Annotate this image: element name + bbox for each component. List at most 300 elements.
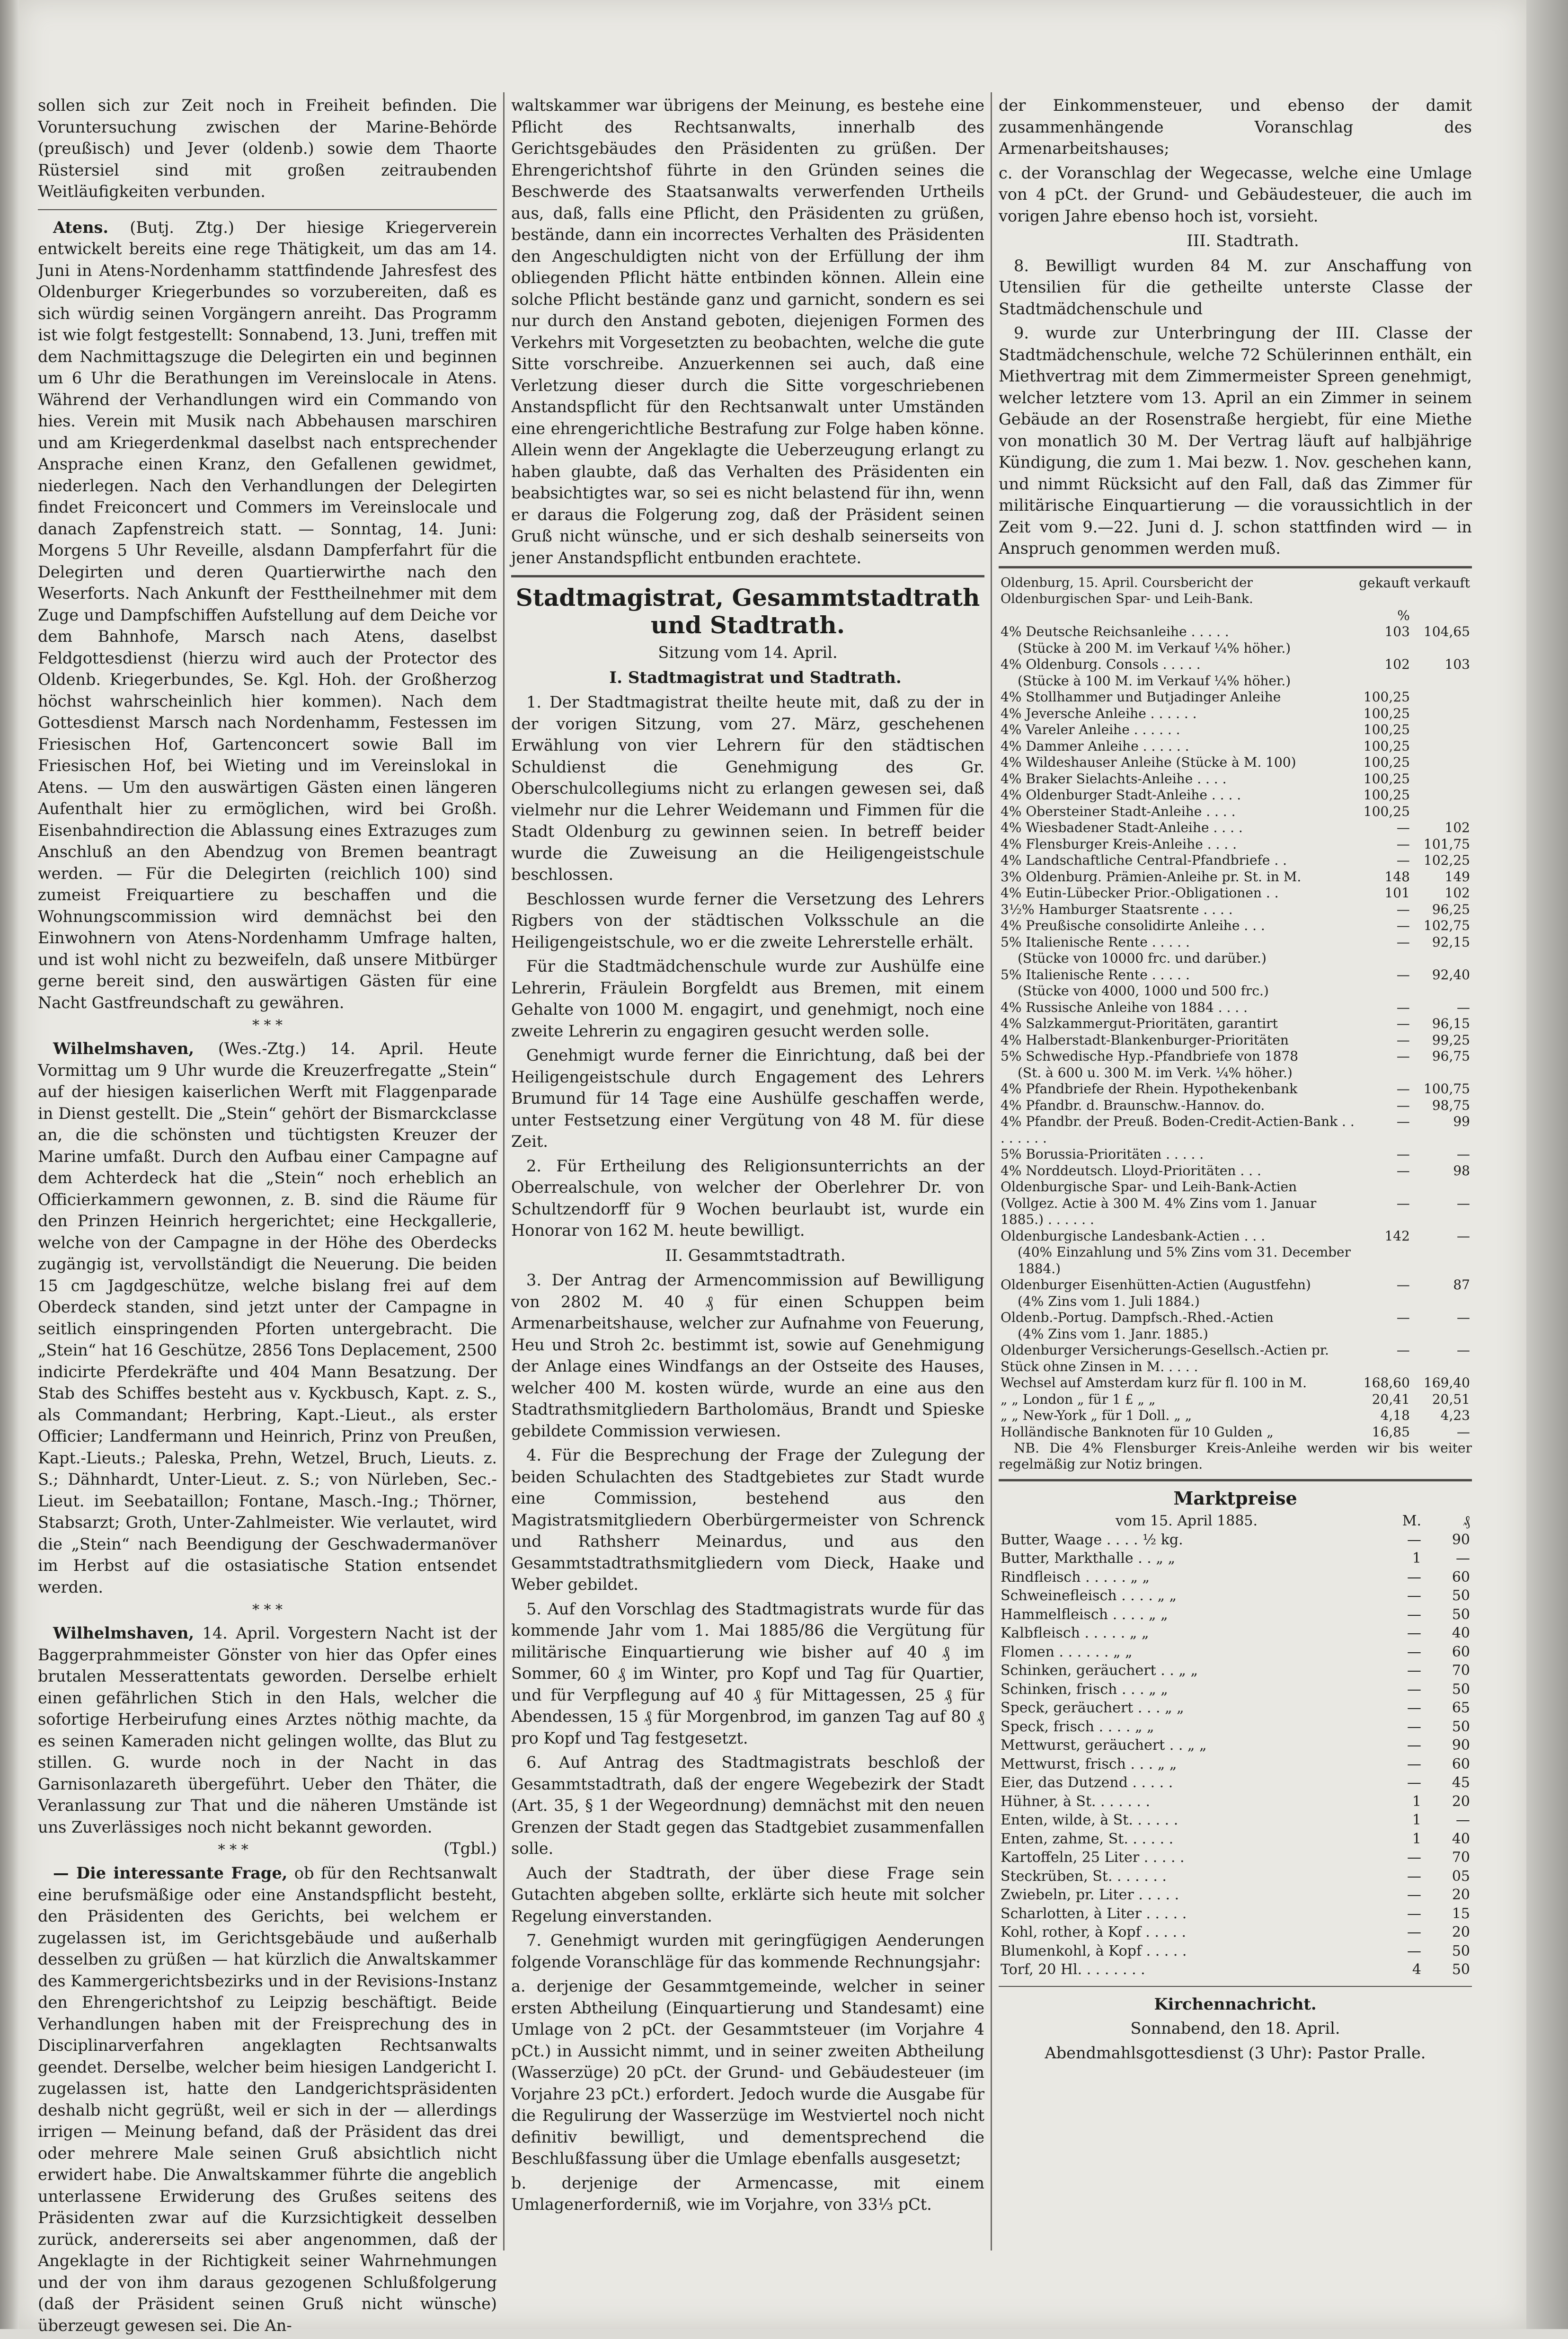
cours-row <box>999 934 1472 951</box>
market-row <box>999 1830 1472 1849</box>
cours-item: (Stücke à 100 M. im Verkauf ¼% höher.) <box>1018 673 1291 689</box>
market-pfennig: 40 <box>1452 1625 1470 1641</box>
cours-row <box>999 804 1472 820</box>
cours-sold <box>1412 771 1472 788</box>
market-mark: 1 <box>1412 1830 1421 1847</box>
cours-row <box>999 673 1472 690</box>
market-mark: 1 <box>1412 1793 1421 1810</box>
cours-bought: 100,25 <box>1363 771 1410 787</box>
market-row <box>999 1960 1472 1979</box>
page-margin <box>1526 0 1568 2329</box>
cours-bought: 100,25 <box>1363 705 1410 721</box>
cours-bought: 102 <box>1384 656 1410 672</box>
cours-sold: 4,23 <box>1440 1408 1470 1423</box>
cours-item: 3½% Hamburger Staatsrente . . . . <box>1001 901 1233 917</box>
cours-bought <box>1357 950 1412 967</box>
market-row <box>999 1773 1472 1792</box>
market-pfennig: 50 <box>1452 1961 1470 1978</box>
cours-row <box>999 656 1472 673</box>
column-1 <box>38 95 497 2339</box>
market-pfennig: 50 <box>1452 1718 1470 1735</box>
cours-header <box>999 575 1357 608</box>
cours-item: 4% Pfandbr. d. Braunschw.-Hannov. do. <box>1001 1097 1265 1113</box>
cours-row <box>999 820 1472 836</box>
separator-stars: * * * <box>252 1017 283 1034</box>
cours-sold: 99 <box>1453 1114 1470 1129</box>
source: (Tgbl.) <box>443 1839 497 1858</box>
divider <box>511 575 984 577</box>
cours-bought: — <box>1396 1032 1410 1048</box>
market-item: Rindfleisch . . . . . „ „ <box>1001 1568 1150 1586</box>
paragraph: a. derjenige der Gesammtgemeinde, welcher in seiner ersten Abtheilung (Einquartierung und Standesamt) eine Umlage von 2 pCt. der Gesammtsteuer (im Vorjahre 4 pCt.) in Aussicht nimmt, und in seiner zweiten Abtheilung (Wasserzüge) 20 pCt. der Grund- und Gebäudesteuer (im Vorjahre 23 pCt.) erfordert. Jedoch wurde die Ausgabe für die Regulirung der Wasserzüge im Westviertel noch nicht definitiv bewilligt, und dementsprechend die Beschlußfassung über die Umlage ebenfalls ausgesetzt; <box>511 1977 984 2168</box>
market-pfennig: 50 <box>1452 1587 1470 1604</box>
cours-item: 5% Italienische Rente . . . . . <box>1001 966 1190 983</box>
paragraph: 4. Für die Besprechung der Frage der Zulegung der beiden Schulachten des Stadtgebietes zur Stadt wurde eine Commission, bestehend aus den Magistratsmitgliedern Oberbürgermeister von Schrenck und Rathsherr Meinardus, und aus den Gesammtstadtrathsmitgliedern vom Dieck, Haake und Weber gebildet. <box>511 1446 984 1594</box>
market-mark: — <box>1407 1606 1421 1623</box>
market-pfennig: 20 <box>1452 1887 1470 1903</box>
cours-item: 4% Preußische consolidirte Anleihe . . . <box>1001 918 1265 933</box>
col-percent: % <box>1397 607 1410 623</box>
cours-item: 3% Oldenburg. Prämien-Anleihe pr. St. in M. <box>1001 868 1302 885</box>
cours-row <box>999 640 1472 657</box>
article-text: ob für den Rechtsanwalt eine berufsmäßige oder eine Anstandspflicht besteht, den Präsidenten des Gerichts, bei welchem er zugelassen ist, im Gerichtsgebäude und außerhalb desselben zu grüßen — hat kürzlich die Anwaltskammer des Kammergerichtsbezirks und in der Revisions-Instanz den Ehrengerichtshof zu Leipzig beschäftigt. Beide Verhandlungen haben mit der Freisprechung des in Disciplinarverfahren angeklagten Rechtsanwalts geendet. Derselbe, welcher beim hiesigen Landgericht I. zugelassen ist, hatte den Landgerichtspräsidenten deshalb nicht gegrüßt, weil er sich in der — allerdings irrigen — Meinung befand, daß der Präsident das drei oder mehrere Male seinen Gruß absichtlich nicht erwidert habe. Die Anwaltskammer führte die angeblich unterlassene Erwiderung des Grußes seitens des Präsidenten zwar auf die Kurzsichtigkeit desselben zurück, andererseits sei aber angenommen, daß der Angeklagte in der Richtigkeit seiner Wahrnehmungen und der von ihm daraus gezogenen Schlußfolgerung (daß der Präsident seinen Gruß nicht wünsche) überzeugt gewesen sei. Die An- <box>38 1864 497 2335</box>
market-pfennig: 50 <box>1452 1606 1470 1623</box>
market-mark: — <box>1407 1681 1421 1698</box>
cours-place: Oldenburg, 15. April. <box>1001 575 1138 590</box>
cours-sold <box>1412 1065 1472 1081</box>
paragraph: 2. Für Ertheilung des Religionsunterrichts an der Oberrealschule, von welcher der Oberlehrer Dr. von Schultzendorff für 9 Wochen beurlaubt ist, wurde ein Honorar von 162 M. heute bewilligt. <box>511 1156 984 1240</box>
column-rule <box>503 92 505 2250</box>
separator-stars: * * * <box>218 1842 248 1858</box>
market-row <box>999 1811 1472 1830</box>
paragraph: Für die Stadtmädchenschule wurde zur Aushülfe eine Lehrerin, Fräulein Borgfeldt aus Bremen, mit einem Gehalte von 1000 M. engagirt, und genehmigt, noch eine zweite Lehrerin zu engagiren gesucht werden solle. <box>511 957 984 1040</box>
cours-bought: 100,25 <box>1363 787 1410 803</box>
cours-item: 4% Pfandbriefe der Rhein. Hypothekenbank <box>1001 1081 1298 1097</box>
separator-stars: * * * <box>252 1602 283 1618</box>
cours-item: 5% Schwedische Hyp.-Pfandbriefe von 1878 <box>1001 1048 1299 1064</box>
cours-sold <box>1412 1326 1472 1343</box>
cours-row <box>999 1342 1472 1375</box>
cours-row <box>999 1228 1472 1245</box>
cours-row <box>999 754 1472 771</box>
market-row <box>999 1867 1472 1886</box>
cours-bought: 148 <box>1384 868 1410 885</box>
paragraph: Beschlossen wurde ferner die Versetzung des Lehrers Rigbers von der städtischen Volksschule an die Heiligengeistschule, wo er die zweite Lehrerstelle erhält. <box>511 889 984 951</box>
cours-item: 4% Wiesbadener Stadt-Anleihe . . . . <box>1001 820 1243 835</box>
cours-sold <box>1412 706 1472 722</box>
cours-item: 4% Dammer Anleihe . . . . . . <box>1001 738 1189 754</box>
market-mark: 1 <box>1412 1812 1421 1828</box>
cours-item: „ „ New-York „ für 1 Doll. „ „ <box>1001 1408 1192 1423</box>
market-mark: 4 <box>1412 1961 1421 1978</box>
market-mark: — <box>1407 1643 1421 1660</box>
section-heading: I. Stadtmagistrat und Stadtrath. <box>609 668 902 687</box>
cours-row <box>999 706 1472 722</box>
paragraph: Genehmigt wurde ferner die Einrichtung, daß bei der Heiligengeistschule durch Engagement des Lehrers Brumund für 14 Tage eine Aushülfe geschaffen werde, unter Festsetzung einer Vergütung von 48 M. für diese Zeit. <box>511 1046 984 1151</box>
cours-row <box>999 1244 1472 1277</box>
cours-sold <box>1412 1294 1472 1310</box>
coursbericht-table <box>999 575 1472 1441</box>
cours-bought: — <box>1396 1195 1410 1211</box>
cours-bought: 103 <box>1384 624 1410 639</box>
market-table <box>999 1512 1472 1979</box>
cours-item: 4% Pfandbr. der Preuß. Boden-Credit-Actien-Bank . . . . . . . . <box>1001 1114 1355 1146</box>
paragraph: der Einkommensteuer, und ebenso der damit zusammenhängende Voranschlag des Armenarbeitshauses; <box>999 96 1472 158</box>
market-item: Schweinefleisch . . . . „ „ <box>1001 1587 1177 1604</box>
cours-sold: 92,40 <box>1432 966 1470 983</box>
cours-item: 4% Flensburger Kreis-Anleihe . . . . <box>1001 836 1237 852</box>
cours-bought <box>1357 983 1412 1000</box>
cours-bought: 101 <box>1384 885 1410 901</box>
cours-sold: — <box>1457 1146 1470 1162</box>
cours-sold: — <box>1457 1342 1470 1358</box>
cours-sold <box>1412 673 1472 690</box>
cours-item: 4% Oldenburg. Consols . . . . . <box>1001 656 1201 672</box>
article-text: Vorgestern Nacht ist der Baggerprahmmeister Gönster von hier das Opfer eines brutalen Messerattentats geworden. Derselbe erhielt einen gefährlichen Stich in den Hals, welcher die sofortige Herbeirufung eines Arztes nöthig machte, da es seinen Kameraden nicht gelingen wollte, das Blut zu stillen. G. wurde noch in der Nacht in das Garnisonlazareth übergeführt. Ueber den Thäter, die Veranlassung zur That und die näheren Umstände ist uns Zuverlässiges noch nicht bekannt geworden. <box>38 1624 497 1836</box>
market-item: Kalbfleisch . . . . . „ „ <box>1001 1625 1149 1641</box>
article-heading: — Die interessante Frage, <box>53 1864 288 1882</box>
cours-sold: 98,75 <box>1432 1097 1470 1113</box>
divider <box>999 1479 1472 1481</box>
cours-rows <box>999 624 1472 1440</box>
cours-row <box>999 1163 1472 1179</box>
cours-row <box>999 918 1472 934</box>
cours-bought <box>1357 1326 1412 1343</box>
cours-bought <box>1357 1294 1412 1310</box>
cours-bought: 168,60 <box>1363 1375 1410 1391</box>
market-item: Schinken, geräuchert . . „ „ <box>1001 1662 1198 1679</box>
market-pfennig: 90 <box>1452 1737 1470 1754</box>
cours-sold: — <box>1457 1195 1470 1211</box>
paragraph: b. derjenige der Armencasse, mit einem Umlagenerforderniß, wie im Vorjahre, von 33⅓ pCt. <box>511 2173 984 2214</box>
market-mark: — <box>1407 1942 1421 1959</box>
market-row <box>999 1886 1472 1905</box>
cours-bought: — <box>1396 1081 1410 1097</box>
church-title: Kirchennachricht. <box>1154 1994 1317 2013</box>
cours-sold: 102,25 <box>1424 852 1470 868</box>
cours-bought: 4,18 <box>1380 1408 1410 1423</box>
cours-item: 4% Halberstadt-Blankenburger-Prioritäten <box>1001 1032 1289 1048</box>
cours-row <box>999 950 1472 967</box>
cours-bought: 100,25 <box>1363 738 1410 754</box>
market-pfennig: 60 <box>1452 1568 1470 1586</box>
source: (Wes.-Ztg.) 14. April. <box>218 1039 424 1058</box>
cours-row <box>999 738 1472 755</box>
market-pfennig: 60 <box>1452 1755 1470 1772</box>
market-row <box>999 1942 1472 1961</box>
cours-item: 4% Wildeshauser Anleihe (Stücke à M. 100) <box>1001 754 1296 770</box>
market-item: Enten, zahme, St. . . . . . <box>1001 1830 1174 1847</box>
cours-title: Coursbericht der Oldenburgischen Spar- und Leih-Bank. <box>1001 575 1253 606</box>
market-item: Butter, Waage . . . . ½ kg. <box>1001 1531 1183 1548</box>
market-mark: — <box>1407 1737 1421 1754</box>
market-row <box>999 1699 1472 1718</box>
cours-row <box>999 787 1472 804</box>
section-heading: II. Gesammtstadtrath. <box>665 1246 846 1265</box>
cours-bought <box>1357 640 1412 657</box>
cours-sold <box>1412 738 1472 755</box>
cours-sold: 87 <box>1453 1277 1470 1293</box>
cours-bought: — <box>1396 1162 1410 1178</box>
market-pfennig: 45 <box>1452 1774 1470 1791</box>
cours-bought <box>1357 1065 1412 1081</box>
paragraph: sollen sich zur Zeit noch in Freiheit befinden. Die Voruntersuchung zwischen der Marine-Behörde (preußisch) und Jever (oldenb.) sowie dem Thaorte Rüstersiel sind mit großen zeitraubenden Weitläufigkeiten verbunden. <box>38 96 497 201</box>
session-date: Sitzung vom 14. April. <box>658 643 838 662</box>
market-row <box>999 1661 1472 1680</box>
article-wilhelmshaven-1 <box>38 1038 497 1598</box>
cours-sold <box>1412 804 1472 820</box>
cours-bought: 100,25 <box>1363 803 1410 819</box>
market-item: Kohl, rother, à Kopf . . . . . <box>1001 1924 1187 1940</box>
market-row <box>999 1848 1472 1867</box>
market-item: Butter, Markthalle . . „ „ <box>1001 1550 1175 1567</box>
cours-row <box>999 1032 1472 1049</box>
cours-sold: 103 <box>1444 656 1470 672</box>
market-pfennig: 70 <box>1452 1849 1470 1866</box>
cours-item: 4% Salzkammergut-Prioritäten, garantirt <box>1001 1016 1278 1031</box>
market-mark: — <box>1407 1849 1421 1866</box>
column-3 <box>999 95 1472 2066</box>
market-row <box>999 1605 1472 1624</box>
paragraph: 3. Der Antrag der Armencommission auf Bewilligung von 2802 M. 40 ₰ für einen Schuppen beim Armenarbeitshause, welcher zur Aufnahme von Feuerung, Heu und Stroh 2c. bestimmt ist, sowie auf Genehmigung der Anlage eines Windfangs an der Ostseite des Hauses, welcher 400 M. kosten würde, wurde an eine aus den Stadtrathsmitgliedern Bartholomäus, Brandt und Spieske gebildete Commission verwiesen. <box>511 1271 984 1440</box>
cours-sold: 20,51 <box>1432 1391 1470 1407</box>
cours-sold: 102 <box>1444 820 1470 835</box>
paragraph: 7. Genehmigt wurden mit geringfügigen Aenderungen folgende Voranschläge für das kommende Rechnungsjahr: <box>511 1931 984 1971</box>
cours-sold <box>1412 983 1472 1000</box>
cours-item: 4% Jeversche Anleihe . . . . . . <box>1001 705 1197 721</box>
cours-sold: 96,75 <box>1432 1048 1470 1064</box>
source: 14. April. <box>202 1624 280 1642</box>
cours-item: 4% Landschaftliche Central-Pfandbriefe . . <box>1001 852 1287 868</box>
cours-bought: — <box>1396 1048 1410 1064</box>
cours-item: 4% Stollhammer und Butjadinger Anleihe <box>1001 689 1281 705</box>
cours-bought: 100,25 <box>1363 689 1410 705</box>
market-pfennig: 65 <box>1452 1700 1470 1716</box>
paragraph: 5. Auf den Vorschlag des Stadtmagistrats wurde für das kommende Jahr vom 1. Mai 1885/86 die Vergütung für militärische Einquartierung wie bisher auf 40 ₰ im Sommer, 60 ₰ im Winter, pro Kopf und Tag für Quartier, und für Verpflegung auf 40 ₰ für Mittagessen, 25 ₰ für Abendessen, 15 ₰ für Morgenbrod, im ganzen Tag auf 80 ₰ pro Kopf und Tag festgesetzt. <box>511 1599 984 1747</box>
market-item: Eier, das Dutzend . . . . . <box>1001 1774 1173 1791</box>
col-verkauft: verkauft <box>1413 575 1470 591</box>
cours-row <box>999 852 1472 869</box>
cours-row <box>999 722 1472 738</box>
cours-item: (Stücke von 10000 frc. und darüber.) <box>1018 950 1267 966</box>
cours-item: 4% Braker Sielachts-Anleihe . . . . <box>1001 771 1227 787</box>
divider <box>38 209 497 210</box>
market-pfennig: 15 <box>1452 1905 1470 1922</box>
col-gekauft: gekauft <box>1359 575 1410 591</box>
cours-row <box>999 1310 1472 1326</box>
scan-edge <box>0 0 19 2329</box>
market-mark: — <box>1407 1662 1421 1679</box>
article-text: Der hiesige Kriegerverein entwickelt bereits eine rege Thätigkeit, um das am 14. Juni in Atens-Nordenhamm stattfindende Jahresfest des Oldenburger Kriegerbundes so vorzubereiten, daß es sich würdig seinen Vorgängern anreiht. Das Programm ist wie folgt festgestellt: Sonnabend, 13. Juni, treffen mit dem Nachmittagszuge die Delegirten ein und beginnen um 6 Uhr die Berathungen im Vereinslocale in Atens. Während der Verhandlungen wird ein Commando von hies. Verein mit Musik nach Abbehausen marschiren und am Kriegerdenkmal daselbst nach entsprechender Ansprache einen Kranz, den Gefallenen gewidmet, niederlegen. Nach den Verhandlungen der Delegirten findet Freiconcert und Commers im Vereinslocale und danach Zapfenstreich statt. — Sonntag, 14. Juni: Morgens 5 Uhr Reveille, alsdann Dampferfahrt für die Delegirten und deren Quartierwirthe nach den Weserforts. Nach Ankunft der Festtheilnehmer mit dem Zuge und Dampfschiffen Aufstellung auf dem Deiche vor dem Bahnhofe, Marsch nach Atens, daselbst Feldgottesdienst (hierzu wird auch der Protector des Oldenb. Kriegerbundes, Se. Kgl. Hoh. der Großherzog höchst wahrscheinlich hier kommen). Nach dem Gottesdienst Marsch nach Nordenhamm, Festessen im Friesischen Hof, Gartenconcert sowie Ball im Friesischen Hof, bei Wieting und im Vereinslokal in Atens. — Um den auswärtigen Gästen einen längeren Aufenthalt hier zu ermöglichen, wird bei Großh. Eisenbahndirection die Ablassung eines Extrazuges zum Anschluß an den Abendzug von Bremen beantragt werden. — Für die Delegirten (reichlich 100) sind zumeist Freiquartiere zu beschaffen und die Wohnungscommission wird demnächst bei den Einwohnern von Atens-Nordenhamm Umfrage halten, und ist wohl nicht zu bezweifeln, daß unsere Mitbürger gerne bereit sind, den auswärtigen Gästen für eine Nacht Gastfreundschaft zu gewähren. <box>38 218 497 1012</box>
paragraph: 9. wurde zur Unterbringung der III. Classe der Stadtmädchenschule, welche 72 Schülerinnen enthält, ein Miethvertrag mit dem Zimmermeister Spreen genehmigt, welcher letztere vom 13. April an ein Zimmer in seinem Gebäude an der Rosenstraße hergiebt, für eine Miethe von monatlich 30 M. Der Vertrag läuft auf halbjährige Kündigung, die zum 1. Mai bezw. 1. Nov. geschehen kann, und nimmt Rücksicht auf den Fall, daß das Zimmer für militärische Einquartierung — die voraussichtlich in der Zeit vom 9.—22. Juni d. J. schon stattfinden wird — in Anspruch genommen werden muß. <box>999 324 1472 558</box>
cours-row <box>999 885 1472 902</box>
paragraph: Auch der Stadtrath, der über diese Frage sein Gutachten abgeben sollte, erklärte sich heute mit solcher Regelung einverstanden. <box>511 1863 984 1925</box>
cours-item: 4% Russische Anleihe von 1884 . . . . <box>1001 999 1248 1015</box>
market-item: Blumenkohl, à Kopf . . . . . <box>1001 1942 1187 1959</box>
cours-sold: 100,75 <box>1424 1081 1470 1097</box>
cours-sold: 101,75 <box>1424 836 1470 852</box>
church-text: Abendmahlsgottesdienst (3 Uhr): Pastor Pralle. <box>1045 2043 1426 2062</box>
cours-sold: 96,25 <box>1432 901 1470 917</box>
cours-item: Holländische Banknoten für 10 Gulden „ <box>1001 1424 1274 1440</box>
market-item: Hühner, à St. . . . . . . <box>1001 1793 1150 1810</box>
paragraph: c. der Voranschlag der Wegecasse, welche eine Umlage von 4 pCt. der Grund- und Gebäudesteuer, die auch im vorigen Jahre ebenso hoch ist, vorsieht. <box>999 163 1472 225</box>
cours-item: (4% Zins vom 1. Janr. 1885.) <box>1018 1326 1208 1342</box>
market-row <box>999 1643 1472 1662</box>
market-item: Mettwurst, geräuchert . . „ „ <box>1001 1737 1207 1754</box>
section-heading: III. Stadtrath. <box>1187 231 1299 250</box>
market-mark: — <box>1407 1718 1421 1735</box>
cours-bought: — <box>1396 836 1410 852</box>
cours-item: (St. à 600 u. 300 M. im Verk. ¼% höher.) <box>1018 1064 1293 1081</box>
cours-bought: 142 <box>1384 1228 1410 1244</box>
section-title: Stadtmagistrat, Gesammtstadtrath und Stadtrath. <box>515 584 980 639</box>
cours-row <box>999 1065 1472 1081</box>
market-row <box>999 1718 1472 1737</box>
cours-row <box>999 836 1472 853</box>
market-pfennig: 40 <box>1452 1830 1470 1847</box>
cours-item: (4% Zins vom 1. Juli 1884.) <box>1018 1293 1200 1309</box>
cours-sold <box>1412 754 1472 771</box>
cours-sold: — <box>1457 1228 1470 1244</box>
paragraph: 8. Bewilligt wurden 84 M. zur Anschaffung von Utensilien für die getheilte unterste Classe der Stadtmädchenschule und <box>999 256 1472 318</box>
cours-sold: — <box>1457 999 1470 1015</box>
market-item: Zwiebeln, pr. Liter . . . . . <box>1001 1887 1179 1903</box>
market-pfennig: 20 <box>1452 1793 1470 1810</box>
cours-row <box>999 1277 1472 1294</box>
church-date: Sonnabend, den 18. April. <box>1130 2019 1340 2038</box>
market-row <box>999 1755 1472 1774</box>
cours-item: Oldenburger Eisenhütten-Actien (Augustfehn) <box>1001 1277 1311 1293</box>
cours-bought: — <box>1396 934 1410 950</box>
cours-sold <box>1412 787 1472 804</box>
cours-item: Oldenburgische Landesbank-Actien . . . <box>1001 1228 1266 1244</box>
cours-item: 4% Deutsche Reichsanleihe . . . . . <box>1001 624 1229 639</box>
market-item: Enten, wilde, à St. . . . . . <box>1001 1812 1178 1828</box>
cours-bought: — <box>1396 1310 1410 1325</box>
market-pfennig: 70 <box>1452 1662 1470 1679</box>
cours-item: (Stücke von 4000, 1000 und 500 frc.) <box>1018 983 1269 999</box>
cours-bought: 100,25 <box>1363 754 1410 770</box>
cours-row <box>999 1048 1472 1065</box>
market-rows <box>999 1531 1472 1979</box>
cours-sold <box>1412 689 1472 706</box>
cours-bought: — <box>1396 966 1410 983</box>
cours-bought: — <box>1396 1146 1410 1162</box>
cours-bought: — <box>1396 820 1410 835</box>
market-mark: — <box>1407 1531 1421 1548</box>
cours-bought <box>1357 1179 1412 1196</box>
paragraph: 1. Der Stadtmagistrat theilte heute mit, daß zu der in der vorigen Sitzung, vom 27. März, geschehenen Erwählung von vier Lehrern für den städtischen Schuldienst die Genehmigung des Gr. Oberschulcollegiums nicht zu erlangen gewesen sei, daß vielmehr nur die Lehrer Weidemann und Fimmen für die Stadt Oldenburg zu gewinnen seien. In betreff beider wurde die Zuweisung an die Heiligengeistschule beschlossen. <box>511 693 984 884</box>
cours-item: 4% Obersteiner Stadt-Anleihe . . . . <box>1001 803 1236 819</box>
cours-sold: 104,65 <box>1424 624 1470 639</box>
market-mark: — <box>1407 1868 1421 1885</box>
cours-item: 4% Oldenburger Stadt-Anleihe . . . . <box>1001 787 1241 803</box>
market-row <box>999 1792 1472 1811</box>
market-item: Speck, frisch . . . . „ „ <box>1001 1718 1154 1735</box>
col-mark: M. <box>1402 1513 1421 1529</box>
market-mark: — <box>1407 1924 1421 1940</box>
cours-bought: — <box>1396 1342 1410 1358</box>
cours-sold: 169,40 <box>1424 1375 1470 1391</box>
article-atens <box>38 217 497 1014</box>
cours-sold: 96,15 <box>1432 1016 1470 1031</box>
market-mark: — <box>1407 1700 1421 1716</box>
market-pfennig: 20 <box>1452 1924 1470 1940</box>
cours-item: 5% Italienische Rente . . . . . <box>1001 934 1190 950</box>
cours-item: Oldenburger Versicherungs-Gesellsch.-Actien pr. Stück ohne Zinsen in M. . . . . <box>1001 1342 1329 1374</box>
article-text: Heute Vormittag um 9 Uhr wurde die Kreuzerfregatte „Stein“ auf der hiesigen kaiserlichen Werft mit Flaggenparade in Dienst gestellt. Die „Stein“ gehört der Bismarckclasse an, die die schönsten und tüchtigsten Kreuzer der Marine umfaßt. Durch den Aufbau einer Campagne auf dem Achterdeck hat die „Stein“ noch erheblich an Officierkammern gewonnen, z. B. sind die Räume für den Prinzen Heinrich hergerichtet; eine Heckgallerie, welche von der Campagne in der Höhe des Oberdecks zugängig ist, vervollständigt die Neuerung. Die beiden 15 cm Jagdgeschütze, welche bislang frei auf dem Oberdeck standen, sind jetzt unter der Campagne in seitlich einspringenden Pforten untergebracht. Die „Stein“ hat 16 Geschütze, 2856 Tons Deplacement, 2500 indicirte Pferdekräfte und 404 Mann Besatzung. Der Stab des Schiffes besteht aus v. Kyckbusch, Kapt. z. S., als Commandant; Herbring, Kapt.-Lieut., als erster Officier; Landfermann und Heinrich, Prinz von Preußen, Kapt.-Lieuts.; Paleska, Prehn, Wetzel, Bruch, Lieuts. z. S.; Dähnhardt, Unter-Lieut. z. S.; von Nürleben, Sec.-Lieut. im Seebataillon; Fontane, Masch.-Ing.; Thörner, Stabsarzt; Groth, Unter-Zahlmeister. Wie verlautet, wird die „Stein“ nach Beendigung der Geschwadermanöver im Herbst auf die ostasiatische Station entsendet werden. <box>38 1039 497 1596</box>
market-row <box>999 1736 1472 1755</box>
cours-bought: — <box>1396 1277 1410 1293</box>
market-item: Flomen . . . . . . „ „ <box>1001 1643 1133 1660</box>
cours-bought: — <box>1396 999 1410 1015</box>
divider <box>999 566 1472 568</box>
cours-item: 4% Norddeutsch. Lloyd-Prioritäten . . . <box>1001 1162 1261 1178</box>
market-pfennig: 50 <box>1452 1681 1470 1698</box>
cours-row <box>999 1294 1472 1310</box>
cours-row <box>999 902 1472 918</box>
market-mark: — <box>1407 1587 1421 1604</box>
cours-row <box>999 967 1472 983</box>
cours-bought: — <box>1396 1016 1410 1031</box>
market-pfennig: 90 <box>1452 1531 1470 1548</box>
market-row <box>999 1624 1472 1643</box>
cours-row <box>999 1114 1472 1146</box>
market-mark: — <box>1407 1887 1421 1903</box>
market-item: Hammelfleisch . . . . „ „ <box>1001 1606 1168 1623</box>
market-pfennig: 50 <box>1452 1942 1470 1959</box>
market-item: Schinken, frisch . . . „ „ <box>1001 1681 1168 1698</box>
paragraph: 6. Auf Antrag des Stadtmagistrats beschloß der Gesammtstadtrath, daß der engere Wegebezirk der Stadt (Art. 35, § 1 der Wegeordnung) demnächst mit den neuen Grenzen der Stadt gegen das Stadtgebiet zusammenfallen solle. <box>511 1753 984 1858</box>
divider <box>999 1986 1472 1987</box>
cours-sold <box>1412 1244 1472 1277</box>
market-pfennig: — <box>1456 1812 1470 1828</box>
cours-item: (Vollgez. Actie à 300 M. 4% Zins vom 1. Januar 1885.) . . . . . . <box>1001 1195 1317 1227</box>
market-pfennig: 60 <box>1452 1643 1470 1660</box>
cours-sold: 102,75 <box>1424 918 1470 933</box>
cours-row <box>999 983 1472 1000</box>
cours-row <box>999 1016 1472 1032</box>
market-row <box>999 1568 1472 1587</box>
article-heading: Atens. <box>53 218 109 237</box>
market-row <box>999 1586 1472 1605</box>
cours-sold: — <box>1457 1310 1470 1325</box>
cours-row <box>999 1081 1472 1098</box>
market-row <box>999 1905 1472 1923</box>
market-mark: — <box>1407 1625 1421 1641</box>
market-row <box>999 1680 1472 1699</box>
cours-bought: — <box>1396 901 1410 917</box>
market-pfennig: — <box>1456 1550 1470 1567</box>
market-pfennig: 05 <box>1452 1868 1470 1885</box>
paragraph: waltskammer war übrigens der Meinung, es bestehe eine Pflicht des Rechtsanwalts, innerhalb des Gerichtsgebäudes den Präsidenten zu grüßen. Der Ehrengerichtshof führte in den Gründen seines die Beschwerde des Staatsanwalts verwerfenden Urtheils aus, daß, falls eine Pflicht, den Präsidenten zu grüßen, bestände, dann ein incorrectes Verhalten des Präsidenten den Angeschuldigten nicht von der Erfüllung der ihm obliegenden Pflicht hätte entbinden können. Allein eine solche Pflicht bestände ganz und garnicht, sondern es sei nur durch den Anstand geboten, diejenigen Formen des Verkehrs mit Vorgesetzten zu beobachten, welche die gute Sitte vorschreibe. Anzuerkennen sei auch, daß eine Verletzung dieser durch die Sitte vorgeschriebenen Anstandspflicht für den Rechtsanwalt unter Umständen eine ehrengerichtliche Bestrafung zur Folge haben könne. Allein wenn der Angeklagte die Ueberzeugung erlangt zu haben glaubte, daß das Verhalten des Präsidenten ein beabsichtigtes war, so sei es nicht belastend für ihn, wenn er daraus die Folgerung zog, daß der Präsident seinen Gruß nicht wünsche, und er sich deshalb seinerseits von jener Anstandspflicht entbunden erachtete. <box>511 96 984 567</box>
cours-item: Oldenburgische Spar- und Leih-Bank-Actien <box>1001 1179 1297 1195</box>
cours-bought <box>1357 1244 1412 1277</box>
market-row <box>999 1549 1472 1568</box>
market-item: Scharlotten, à Liter . . . . . <box>1001 1905 1187 1922</box>
market-mark: — <box>1407 1905 1421 1922</box>
market-item: Torf, 20 Hl. . . . . . . . <box>1001 1961 1145 1978</box>
cours-row <box>999 1326 1472 1343</box>
column-rule <box>991 92 992 2250</box>
cours-item: 4% Eutin-Lübecker Prior.-Obligationen . . <box>1001 885 1279 901</box>
cours-bought: — <box>1396 1097 1410 1113</box>
cours-row <box>999 624 1472 640</box>
market-row <box>999 1531 1472 1550</box>
article-heading: Wilhelmshaven, <box>53 1039 195 1058</box>
cours-row <box>999 1179 1472 1196</box>
